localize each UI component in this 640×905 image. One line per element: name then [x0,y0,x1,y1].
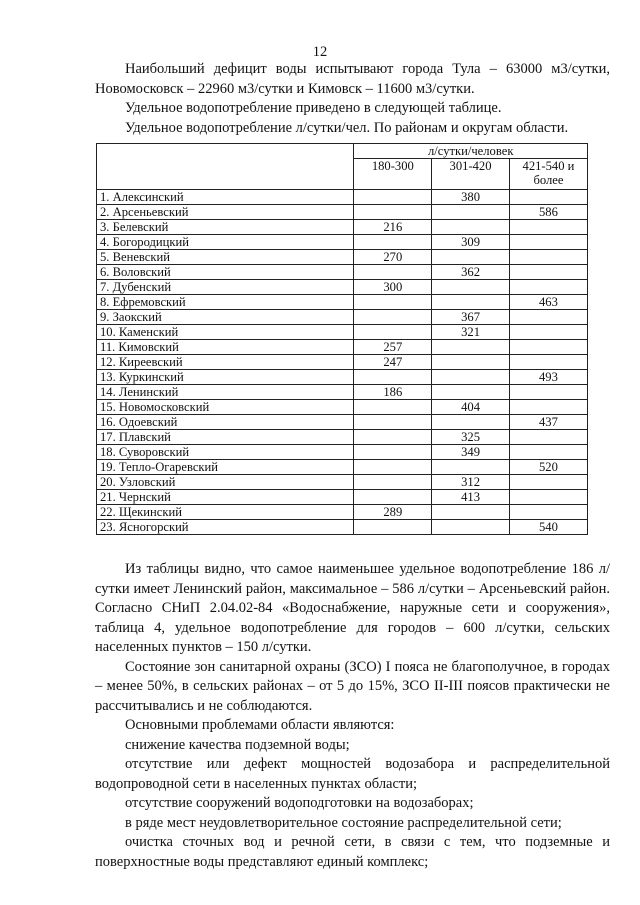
table-row [97,475,588,490]
table-row [97,400,588,415]
value-cell-301-420 [432,460,510,475]
column-header-180-300: 180-300 [354,159,432,190]
table-row [97,310,588,325]
value-cell-301-420: 349 [432,445,510,460]
body-text [95,560,610,872]
region-name-cell: 17. Плавский [97,430,354,445]
region-name-cell: 9. Заокский [97,310,354,325]
value-cell-301-420: 404 [432,400,510,415]
value-cell-421-540: 437 [509,415,587,430]
region-header-cell [97,144,354,190]
region-name-cell: 14. Ленинский [97,385,354,400]
column-header-421-540: 421-540 и более [509,159,587,190]
body-paragraph: очистка сточных вод и речной сети, в связи с тем, что подземные и поверхностные воды представляют единый комплекс; [95,834,610,870]
value-cell-421-540 [509,475,587,490]
value-cell-180-300: 216 [354,220,432,235]
water-consumption-table [96,143,588,535]
value-cell-421-540: 520 [509,460,587,475]
region-name-cell: 6. Воловский [97,265,354,280]
value-cell-421-540 [509,445,587,460]
value-cell-301-420 [432,280,510,295]
region-name-cell: 12. Киреевский [97,355,354,370]
value-cell-301-420 [432,295,510,310]
value-cell-180-300: 186 [354,385,432,400]
value-cell-180-300 [354,265,432,280]
table-row [97,520,588,535]
table-row [97,490,588,505]
table-row [97,385,588,400]
region-name-cell: 10. Каменский [97,325,354,340]
value-cell-421-540 [509,430,587,445]
intro-paragraph: Наибольший дефицит воды испытывают города Тула – 63000 м3/сутки, Новомосковск – 22960 м3/сутки и Кимовск – 11600 м3/сутки. [95,61,610,97]
value-cell-421-540 [509,250,587,265]
value-cell-180-300 [354,460,432,475]
table-row [97,250,588,265]
value-cell-180-300 [354,190,432,205]
table-row [97,295,588,310]
value-cell-301-420: 309 [432,235,510,250]
region-name-cell: 20. Узловский [97,475,354,490]
value-cell-421-540 [509,235,587,250]
value-cell-421-540 [509,505,587,520]
table-row [97,415,588,430]
value-cell-180-300 [354,235,432,250]
value-cell-421-540: 540 [509,520,587,535]
table-row [97,460,588,475]
value-cell-180-300 [354,430,432,445]
value-cell-421-540: 463 [509,295,587,310]
table-row [97,430,588,445]
value-cell-301-420: 325 [432,430,510,445]
table-row [97,445,588,460]
value-cell-180-300 [354,310,432,325]
body-paragraph: Основными проблемами области являются: [125,717,395,733]
value-cell-421-540 [509,280,587,295]
table-row [97,355,588,370]
body-paragraph: отсутствие или дефект мощностей водозабора и распределительной водопроводной сети в населенных пунктах области; [95,756,610,792]
value-cell-301-420 [432,250,510,265]
table-row [97,205,588,220]
table-row [97,505,588,520]
value-cell-301-420: 413 [432,490,510,505]
region-name-cell: 16. Одоевский [97,415,354,430]
value-cell-180-300: 289 [354,505,432,520]
value-cell-301-420 [432,205,510,220]
table-header-row [97,144,588,159]
table-row [97,340,588,355]
body-paragraph: снижение качества подземной воды; [125,736,350,753]
table-body [97,190,588,535]
table-row [97,220,588,235]
value-cell-180-300 [354,445,432,460]
region-name-cell: 22. Щекинский [97,505,354,520]
value-cell-421-540 [509,220,587,235]
table-row [97,370,588,385]
region-name-cell: 2. Арсеньевский [97,205,354,220]
table-row [97,265,588,280]
value-cell-421-540: 493 [509,370,587,385]
value-cell-301-420: 321 [432,325,510,340]
value-cell-180-300 [354,415,432,430]
value-cell-180-300 [354,370,432,385]
region-name-cell: 23. Ясногорский [97,520,354,535]
region-name-cell: 11. Кимовский [97,340,354,355]
value-cell-180-300: 270 [354,250,432,265]
value-cell-180-300: 257 [354,340,432,355]
value-cell-180-300 [354,205,432,220]
value-cell-421-540 [509,400,587,415]
column-header-301-420: 301-420 [432,159,510,190]
value-cell-421-540 [509,310,587,325]
region-name-cell: 4. Богородицкий [97,235,354,250]
body-paragraph: Состояние зон санитарной охраны (ЗСО) I пояса не благополучное, в городах – менее 50%, в сельских районах – от 5 до 15%, ЗСО II-III поясов практически не рассчитывались и не соблюдаются. [95,658,610,714]
value-cell-180-300: 247 [354,355,432,370]
value-cell-301-420 [432,340,510,355]
body-paragraph: в ряде мест неудовлетворительное состояние распределительной сети; [125,814,562,831]
body-paragraph: отсутствие сооружений водоподготовки на водозаборах; [125,795,474,811]
value-cell-421-540 [509,385,587,400]
region-name-cell: 3. Белевский [97,220,354,235]
value-cell-180-300 [354,325,432,340]
value-cell-421-540 [509,490,587,505]
value-cell-180-300 [354,295,432,310]
value-cell-421-540 [509,265,587,280]
value-cell-421-540 [509,190,587,205]
value-cell-301-420: 312 [432,475,510,490]
intro-paragraph: Удельное водопотребление приведено в следующей таблице. [125,100,502,116]
value-cell-301-420 [432,385,510,400]
region-name-cell: 19. Тепло-Огаревский [97,460,354,475]
table-row [97,280,588,295]
value-cell-180-300: 300 [354,280,432,295]
value-cell-180-300 [354,520,432,535]
table-row [97,325,588,340]
value-cell-301-420 [432,520,510,535]
value-cell-180-300 [354,400,432,415]
value-cell-421-540 [509,355,587,370]
page-number: 12 [312,44,328,60]
table-row [97,190,588,205]
value-cell-421-540 [509,340,587,355]
value-cell-301-420: 367 [432,310,510,325]
value-cell-301-420: 380 [432,190,510,205]
intro-paragraph: Удельное водопотребление л/сутки/чел. По районам и округам области. [125,119,569,136]
value-cell-301-420 [432,415,510,430]
region-name-cell: 7. Дубенский [97,280,354,295]
region-name-cell: 5. Веневский [97,250,354,265]
value-cell-180-300 [354,490,432,505]
value-cell-301-420 [432,505,510,520]
value-cell-301-420 [432,355,510,370]
region-name-cell: 1. Алексинский [97,190,354,205]
body-paragraph: Из таблицы видно, что самое наименьшее удельное водопотребление 186 л/сутки имеет Ленинский район, максимальное – 586 л/сутки – Арсеньевский район. Согласно СНиП 2.04.02-84 «Водоснабжение, наружные сети и сооружения», таблица 4, удельное водопотребление для городов – 600 л/сутки, сельских населенных пунктов – 150 л/сутки. [95,561,610,655]
region-name-cell: 21. Чернский [97,490,354,505]
value-cell-180-300 [354,475,432,490]
region-name-cell: 15. Новомосковский [97,400,354,415]
value-cell-421-540 [509,325,587,340]
value-cell-421-540: 586 [509,205,587,220]
intro-text [95,60,610,138]
units-header: л/сутки/человек [354,144,588,159]
value-cell-301-420 [432,220,510,235]
region-name-cell: 13. Куркинский [97,370,354,385]
table-row [97,235,588,250]
region-name-cell: 18. Суворовский [97,445,354,460]
region-name-cell: 8. Ефремовский [97,295,354,310]
value-cell-301-420 [432,370,510,385]
value-cell-301-420: 362 [432,265,510,280]
